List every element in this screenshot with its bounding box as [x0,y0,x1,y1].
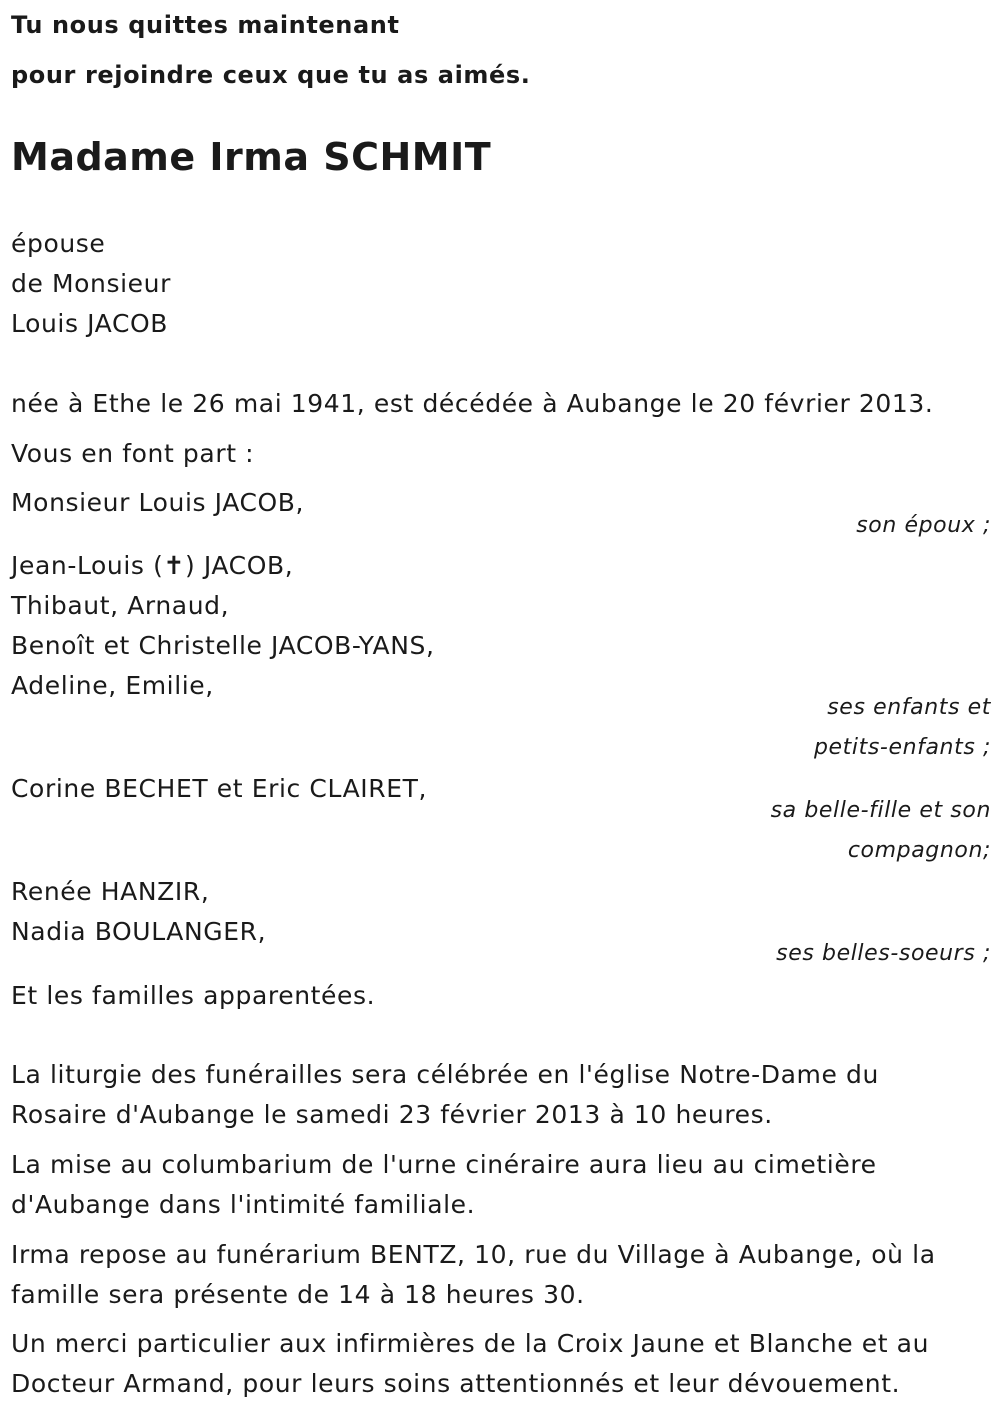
spouse-line-1: épouse [11,229,106,258]
child-line-1: Jean-Louis (✝) JACOB, [11,551,294,580]
children-role-line-1: ses enfants et [827,695,991,720]
funerarium-line-2: famille sera présente de 14 à 18 heures 30. [11,1280,585,1309]
liturgy-line-1: La liturgie des funérailles sera célébrée en l'église Notre-Dame du [11,1060,879,1089]
sister-in-law-line-2: Nadia BOULANGER, [11,917,267,946]
deceased-name: Madame Irma SCHMIT [11,135,492,179]
husband-name: Monsieur Louis JACOB, [11,488,305,517]
daughter-in-law-role-line-1: sa belle-fille et son [770,798,991,823]
spouse-line-3: Louis JACOB [11,309,169,338]
columbarium-line-2: d'Aubange dans l'intimité familiale. [11,1190,476,1219]
husband-role: son époux ; [856,513,991,538]
children-role-line-2: petits-enfants ; [813,735,991,760]
child-line-4: Adeline, Emilie, [11,671,214,700]
daughter-in-law-role-line-2: compagnon; [847,838,991,863]
spouse-line-2: de Monsieur [11,269,171,298]
funerarium-line-1: Irma repose au funérarium BENTZ, 10, rue du Village à Aubange, où la [11,1240,936,1269]
thanks-line-1: Un merci particulier aux infirmières de la Croix Jaune et Blanche et au [11,1329,930,1358]
sisters-in-law-role: ses belles-soeurs ; [776,941,991,966]
child-line-2: Thibaut, Arnaud, [11,591,230,620]
related-families: Et les familles apparentées. [11,981,376,1010]
header-line-1: Tu nous quittes maintenant [11,11,400,39]
child-line-3: Benoît et Christelle JACOB-YANS, [11,631,435,660]
birth-death-statement: née à Ethe le 26 mai 1941, est décédée à Aubange le 20 février 2013. [11,389,934,418]
thanks-line-2: Docteur Armand, pour leurs soins attentionnés et leur dévouement. [11,1369,901,1398]
columbarium-line-1: La mise au columbarium de l'urne cinéraire aura lieu au cimetière [11,1150,877,1179]
daughter-in-law-name: Corine BECHET et Eric CLAIRET, [11,774,428,803]
announcers-intro: Vous en font part : [11,439,255,468]
sister-in-law-line-1: Renée HANZIR, [11,877,210,906]
liturgy-line-2: Rosaire d'Aubange le samedi 23 février 2013 à 10 heures. [11,1100,773,1129]
header-line-2: pour rejoindre ceux que tu as aimés. [11,61,531,89]
